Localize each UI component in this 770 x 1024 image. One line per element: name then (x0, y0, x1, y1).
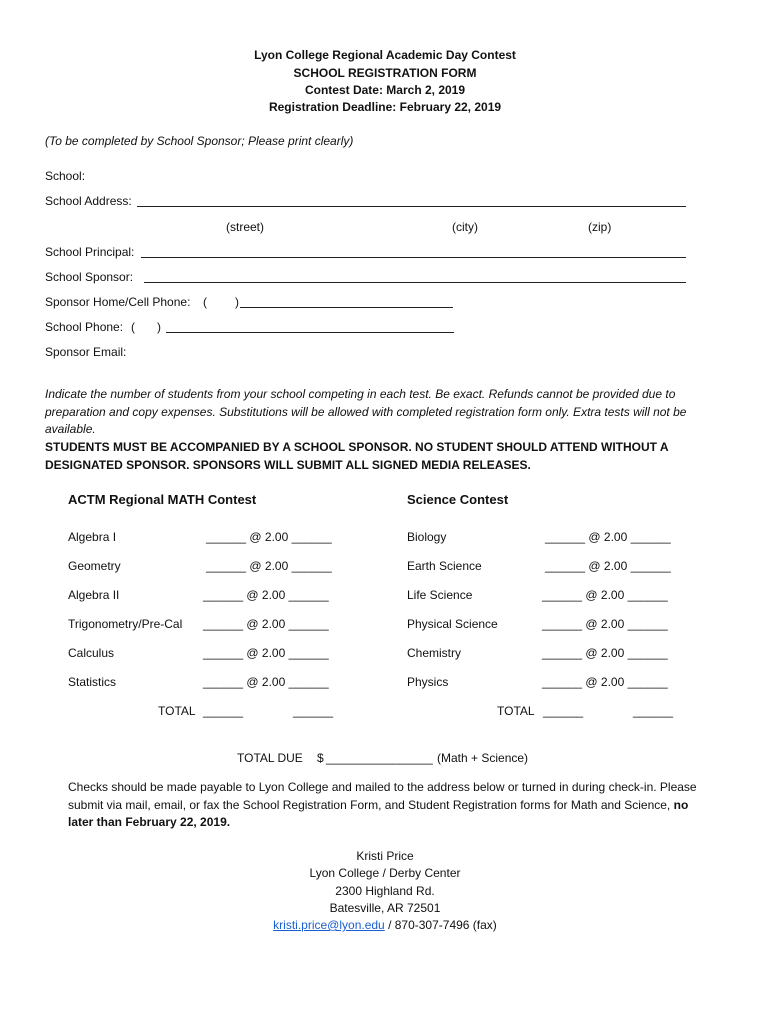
contact-organization: Lyon College / Derby Center (309, 866, 461, 880)
science-total-count[interactable]: ______ (543, 704, 584, 718)
math-row-fee[interactable]: ______ @ 2.00 ______ (206, 530, 332, 544)
school-phone-label: School Phone: (45, 320, 124, 334)
notice-text: Indicate the number of students from your school competing in each test. Be exact. Refunds cannot be provided due to preparation and copy expenses. Substitutions will be allowed with completed registration form only. Extra tests will not be available. (45, 387, 687, 436)
science-row-fee[interactable]: ______ @ 2.00 ______ (542, 617, 668, 631)
school-address-label: School Address: (45, 194, 132, 208)
payment-instructions (68, 779, 708, 832)
contact-name: Kristi Price (356, 849, 414, 863)
school-sponsor-field[interactable] (144, 282, 686, 283)
math-row-fee[interactable]: ______ @ 2.00 ______ (203, 588, 329, 602)
math-total-label: TOTAL (158, 704, 196, 718)
science-row-name: Biology (407, 530, 447, 544)
science-total-label: TOTAL (497, 704, 535, 718)
school-phone-open-paren: ( (131, 320, 135, 334)
science-row-fee[interactable]: ______ @ 2.00 ______ (545, 530, 671, 544)
science-row-name: Physical Science (407, 617, 498, 631)
contact-city: Batesville, AR 72501 (329, 901, 441, 915)
total-due-field[interactable]: ________________ (326, 751, 433, 765)
contest-title: Lyon College Regional Academic Day Contest (254, 48, 516, 62)
payment-text: Checks should be made payable to Lyon College and mailed to the address below or turned in during check-in. Please submit via mail, email, or fax the School Registration Form, and Student Registration forms for Math and Science, (68, 780, 697, 812)
contact-fax: / 870-307-7496 (fax) (384, 918, 497, 932)
science-row-fee[interactable]: ______ @ 2.00 ______ (542, 675, 668, 689)
science-total-amount[interactable]: ______ (633, 704, 674, 718)
school-phone-field[interactable] (166, 332, 454, 333)
contact-street: 2300 Highland Rd. (335, 884, 435, 898)
math-row-fee[interactable]: ______ @ 2.00 ______ (203, 617, 329, 631)
sponsor-phone-label: Sponsor Home/Cell Phone: (45, 295, 191, 309)
math-total-amount[interactable]: ______ (293, 704, 334, 718)
zip-caption: (zip) (588, 220, 612, 234)
city-caption: (city) (452, 220, 478, 234)
science-row-name: Earth Science (407, 559, 482, 573)
total-due-currency: $ (317, 751, 324, 765)
science-row-fee[interactable]: ______ @ 2.00 ______ (542, 646, 668, 660)
math-row-fee[interactable]: ______ @ 2.00 ______ (203, 646, 329, 660)
science-row-name: Life Science (407, 588, 473, 602)
contact-line (0, 917, 770, 934)
contact-email-link[interactable]: kristi.price@lyon.edu (273, 918, 385, 932)
school-principal-field[interactable] (141, 257, 686, 258)
sponsor-requirement-notice: STUDENTS MUST BE ACCOMPANIED BY A SCHOOL SPONSOR. NO STUDENT SHOULD ATTEND WITHOUT A DESIGNATED SPONSOR. SPONSORS WILL SUBMIT ALL SIGNED MEDIA RELEASES. (45, 440, 669, 472)
payment-deadline: no later than February 22, 2019. (68, 797, 689, 829)
math-row-name: Trigonometry/Pre-Cal (68, 617, 183, 631)
math-row-fee[interactable]: ______ @ 2.00 ______ (203, 675, 329, 689)
math-row-name: Statistics (68, 675, 117, 689)
sponsor-phone-field[interactable] (240, 307, 453, 308)
school-label: School: (45, 169, 86, 183)
school-phone-close-paren: ) (157, 320, 161, 334)
math-row-name: Algebra II (68, 588, 120, 602)
science-row-fee[interactable]: ______ @ 2.00 ______ (545, 559, 671, 573)
science-row-name: Physics (407, 675, 449, 689)
science-row-name: Chemistry (407, 646, 462, 660)
total-due-label: TOTAL DUE (237, 751, 303, 765)
registration-deadline: Registration Deadline: February 22, 2019 (268, 100, 502, 114)
sponsor-phone-open-paren: ( (203, 295, 207, 309)
school-principal-label: School Principal: (45, 245, 135, 259)
science-row-fee[interactable]: ______ @ 2.00 ______ (542, 588, 668, 602)
math-contest-title: ACTM Regional MATH Contest (68, 492, 257, 507)
math-row-name: Geometry (68, 559, 121, 573)
school-sponsor-label: School Sponsor: (45, 270, 134, 284)
form-title: SCHOOL REGISTRATION FORM (293, 66, 477, 80)
math-row-name: Calculus (68, 646, 115, 660)
science-contest-title: Science Contest (407, 492, 509, 507)
math-total-count[interactable]: ______ (203, 704, 244, 718)
school-address-field[interactable] (137, 206, 686, 207)
sponsor-email-label: Sponsor Email: (45, 345, 127, 359)
math-row-name: Algebra I (68, 530, 117, 544)
street-caption: (street) (226, 220, 265, 234)
instructions-text: (To be completed by School Sponsor; Please print clearly) (45, 134, 354, 148)
sponsor-phone-close-paren: ) (235, 295, 239, 309)
contest-date: Contest Date: March 2, 2019 (304, 83, 466, 97)
math-row-fee[interactable]: ______ @ 2.00 ______ (206, 559, 332, 573)
total-due-suffix: (Math + Science) (437, 751, 529, 765)
